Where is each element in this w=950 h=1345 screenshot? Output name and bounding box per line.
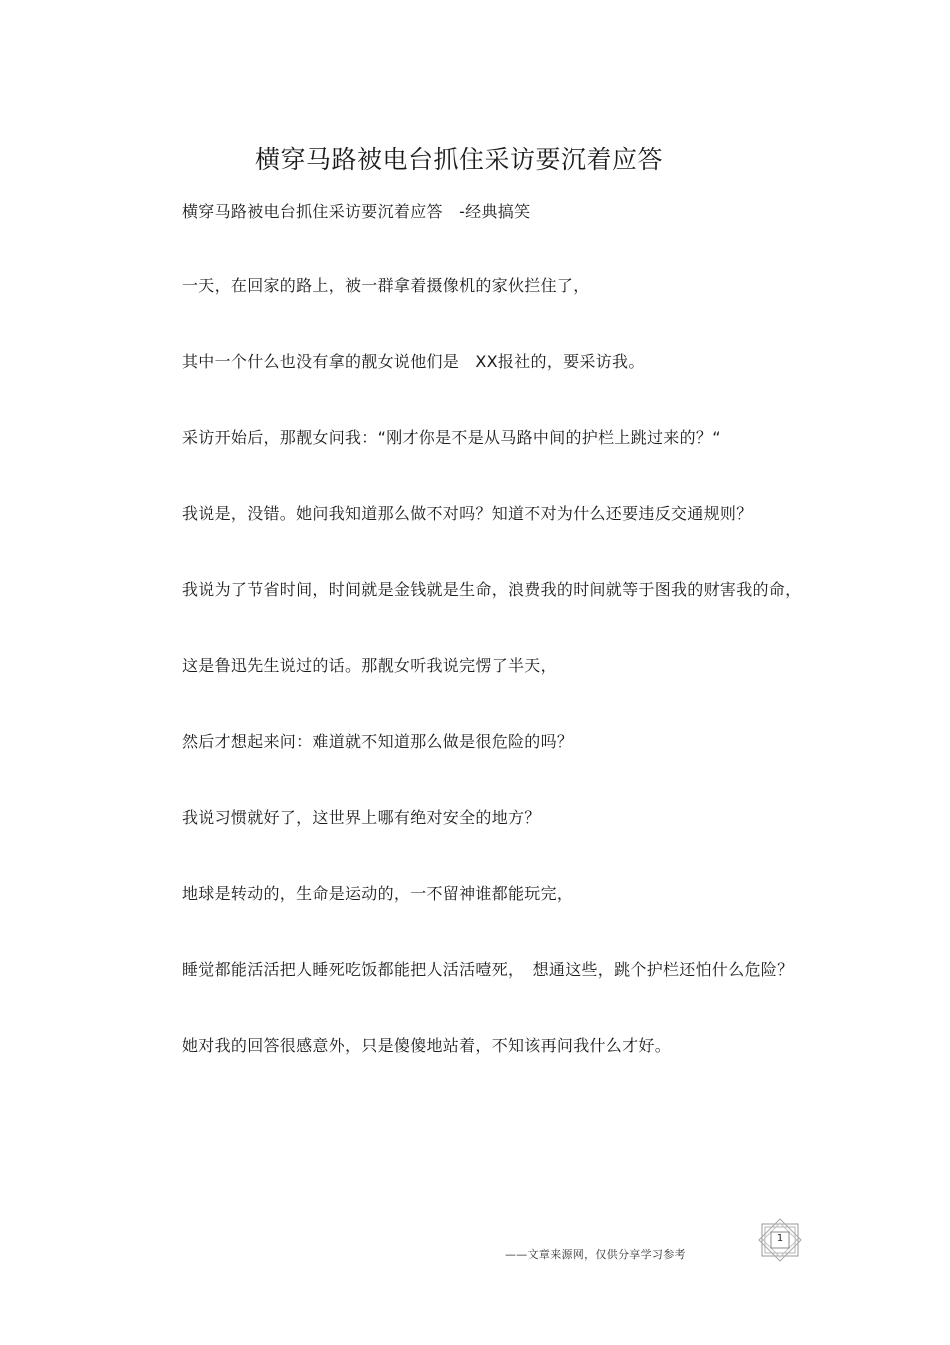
paragraph: 采访开始后，那靓女问我：“刚才你是不是从马路中间的护栏上跳过来的？“	[182, 428, 721, 447]
page-number-badge	[756, 1218, 804, 1262]
paragraph: 然后才想起来问：难道就不知道那么做是很危险的吗？	[182, 732, 574, 751]
footer-source-note: ——文章来源网，仅供分享学习参考	[505, 1248, 686, 1261]
paragraph: 地球是转动的，生命是运动的，一不留神谁都能玩完，	[182, 884, 574, 903]
paragraph: 她对我的回答很感意外，只是傻傻地站着，不知该再问我什么才好。	[182, 1036, 672, 1055]
page-number: 1	[776, 1233, 784, 1244]
paragraph: 睡觉都能活活把人睡死吃饭都能把人活活噎死， 想通这些，跳个护栏还怕什么危险？	[182, 960, 794, 979]
paragraph: 我说是，没错。她问我知道那么做不对吗？知道不对为什么还要违反交通规则？	[182, 504, 753, 523]
paragraph: 我说习惯就好了，这世界上哪有绝对安全的地方？	[182, 808, 541, 827]
document-body	[145, 194, 805, 1104]
document-title: 横穿马路被电台抓住采访要沉着应答	[254, 145, 663, 174]
paragraph-subtitle: 横穿马路被电台抓住采访要沉着应答 -经典搞笑	[182, 202, 531, 221]
paragraph: 一天，在回家的路上，被一群拿着摄像机的家伙拦住了，	[182, 276, 590, 295]
paragraph: 其中一个什么也没有拿的靓女说他们是 XX报社的，要采访我。	[182, 352, 645, 371]
paragraph: 我说为了节省时间，时间就是金钱就是生命，浪费我的时间就等于图我的财害我的命，	[182, 580, 802, 599]
paragraph: 这是鲁迅先生说过的话。那靓女听我说完愣了半天，	[182, 656, 557, 675]
